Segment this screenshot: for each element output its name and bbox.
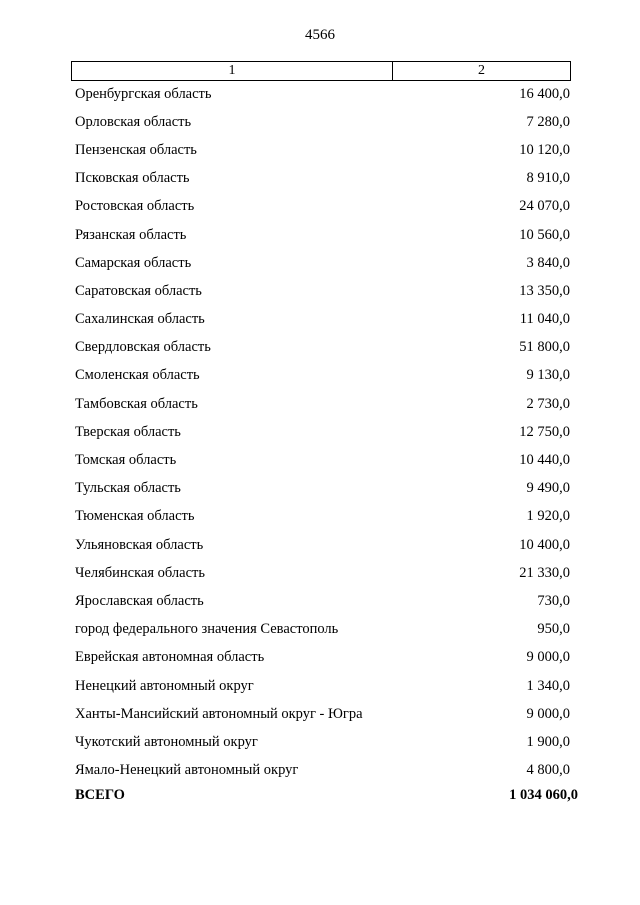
column-header-2: 2 — [478, 63, 485, 78]
region-name: Ненецкий автономный округ — [75, 677, 254, 694]
table-row — [75, 757, 570, 785]
region-value: 12 750,0 — [519, 423, 570, 440]
region-value: 2 730,0 — [526, 395, 570, 412]
region-value: 7 280,0 — [526, 113, 570, 130]
column-header-1: 1 — [72, 62, 393, 80]
region-value: 16 400,0 — [519, 85, 570, 102]
region-value: 1 920,0 — [526, 508, 570, 525]
region-value: 1 340,0 — [526, 677, 570, 694]
table-row — [75, 249, 570, 277]
table-row — [75, 80, 570, 108]
region-value: 10 400,0 — [519, 536, 570, 553]
table-row — [75, 616, 570, 644]
table-row — [75, 644, 570, 672]
table-row — [75, 475, 570, 503]
table-row — [75, 559, 570, 587]
region-value: 9 130,0 — [526, 367, 570, 384]
region-name: Свердловская область — [75, 339, 211, 356]
region-name: Псковская область — [75, 170, 190, 187]
table-row — [75, 503, 570, 531]
region-value: 9 000,0 — [526, 649, 570, 666]
region-name: Тюменская область — [75, 508, 195, 525]
region-value: 10 120,0 — [519, 141, 570, 158]
region-value: 950,0 — [537, 621, 570, 638]
region-name: Ярославская область — [75, 592, 204, 609]
table-row — [75, 165, 570, 193]
region-value: 730,0 — [537, 592, 570, 609]
region-name: Ростовская область — [75, 198, 195, 215]
table-row — [75, 531, 570, 559]
region-name: Оренбургская область — [75, 85, 212, 102]
table-row — [75, 306, 570, 334]
region-table — [75, 80, 570, 785]
table-row — [75, 193, 570, 221]
table-row — [75, 672, 570, 700]
region-value: 1 900,0 — [526, 733, 570, 750]
region-value: 51 800,0 — [519, 339, 570, 356]
page-number: 4566 — [305, 27, 335, 43]
region-value: 9 490,0 — [526, 480, 570, 497]
region-name: Тамбовская область — [75, 395, 198, 412]
table-row — [75, 277, 570, 305]
table-row — [75, 587, 570, 615]
region-name: Ханты-Мансийский автономный округ - Югра — [75, 705, 363, 722]
region-name: Ямало-Ненецкий автономный округ — [75, 762, 299, 779]
region-name: Челябинская область — [75, 564, 205, 581]
table-row — [75, 728, 570, 756]
total-value: 1 034 060,0 — [509, 787, 578, 803]
region-value: 21 330,0 — [519, 564, 570, 581]
column-header-row — [71, 61, 571, 81]
region-name: Саратовская область — [75, 282, 202, 299]
region-name: Смоленская область — [75, 367, 200, 384]
table-row — [75, 334, 570, 362]
table-row — [75, 390, 570, 418]
region-name: Тульская область — [75, 480, 181, 497]
region-value: 24 070,0 — [519, 198, 570, 215]
region-name: Еврейская автономная область — [75, 649, 265, 666]
region-name: Чукотский автономный округ — [75, 733, 258, 750]
table-row — [75, 700, 570, 728]
region-value: 13 350,0 — [519, 282, 570, 299]
region-value: 9 000,0 — [526, 705, 570, 722]
table-row — [75, 446, 570, 474]
region-value: 3 840,0 — [526, 254, 570, 271]
table-row — [75, 418, 570, 446]
region-value: 8 910,0 — [526, 170, 570, 187]
table-row — [75, 362, 570, 390]
region-value: 10 560,0 — [519, 226, 570, 243]
table-row — [75, 108, 570, 136]
total-label: ВСЕГО — [75, 787, 125, 803]
region-name: Орловская область — [75, 113, 192, 130]
region-name: Сахалинская область — [75, 311, 205, 328]
region-value: 11 040,0 — [519, 311, 570, 328]
region-name: Пензенская область — [75, 141, 197, 158]
region-name: Тверская область — [75, 423, 181, 440]
region-value: 10 440,0 — [519, 452, 570, 469]
region-name: Самарская область — [75, 254, 192, 271]
region-value: 4 800,0 — [526, 762, 570, 779]
table-row — [75, 136, 570, 164]
total-row — [75, 787, 578, 804]
table-row — [75, 221, 570, 249]
region-name: Рязанская область — [75, 226, 187, 243]
region-name: Томская область — [75, 452, 177, 469]
region-name: Ульяновская область — [75, 536, 204, 553]
region-name: город федерального значения Севастополь — [75, 621, 339, 638]
